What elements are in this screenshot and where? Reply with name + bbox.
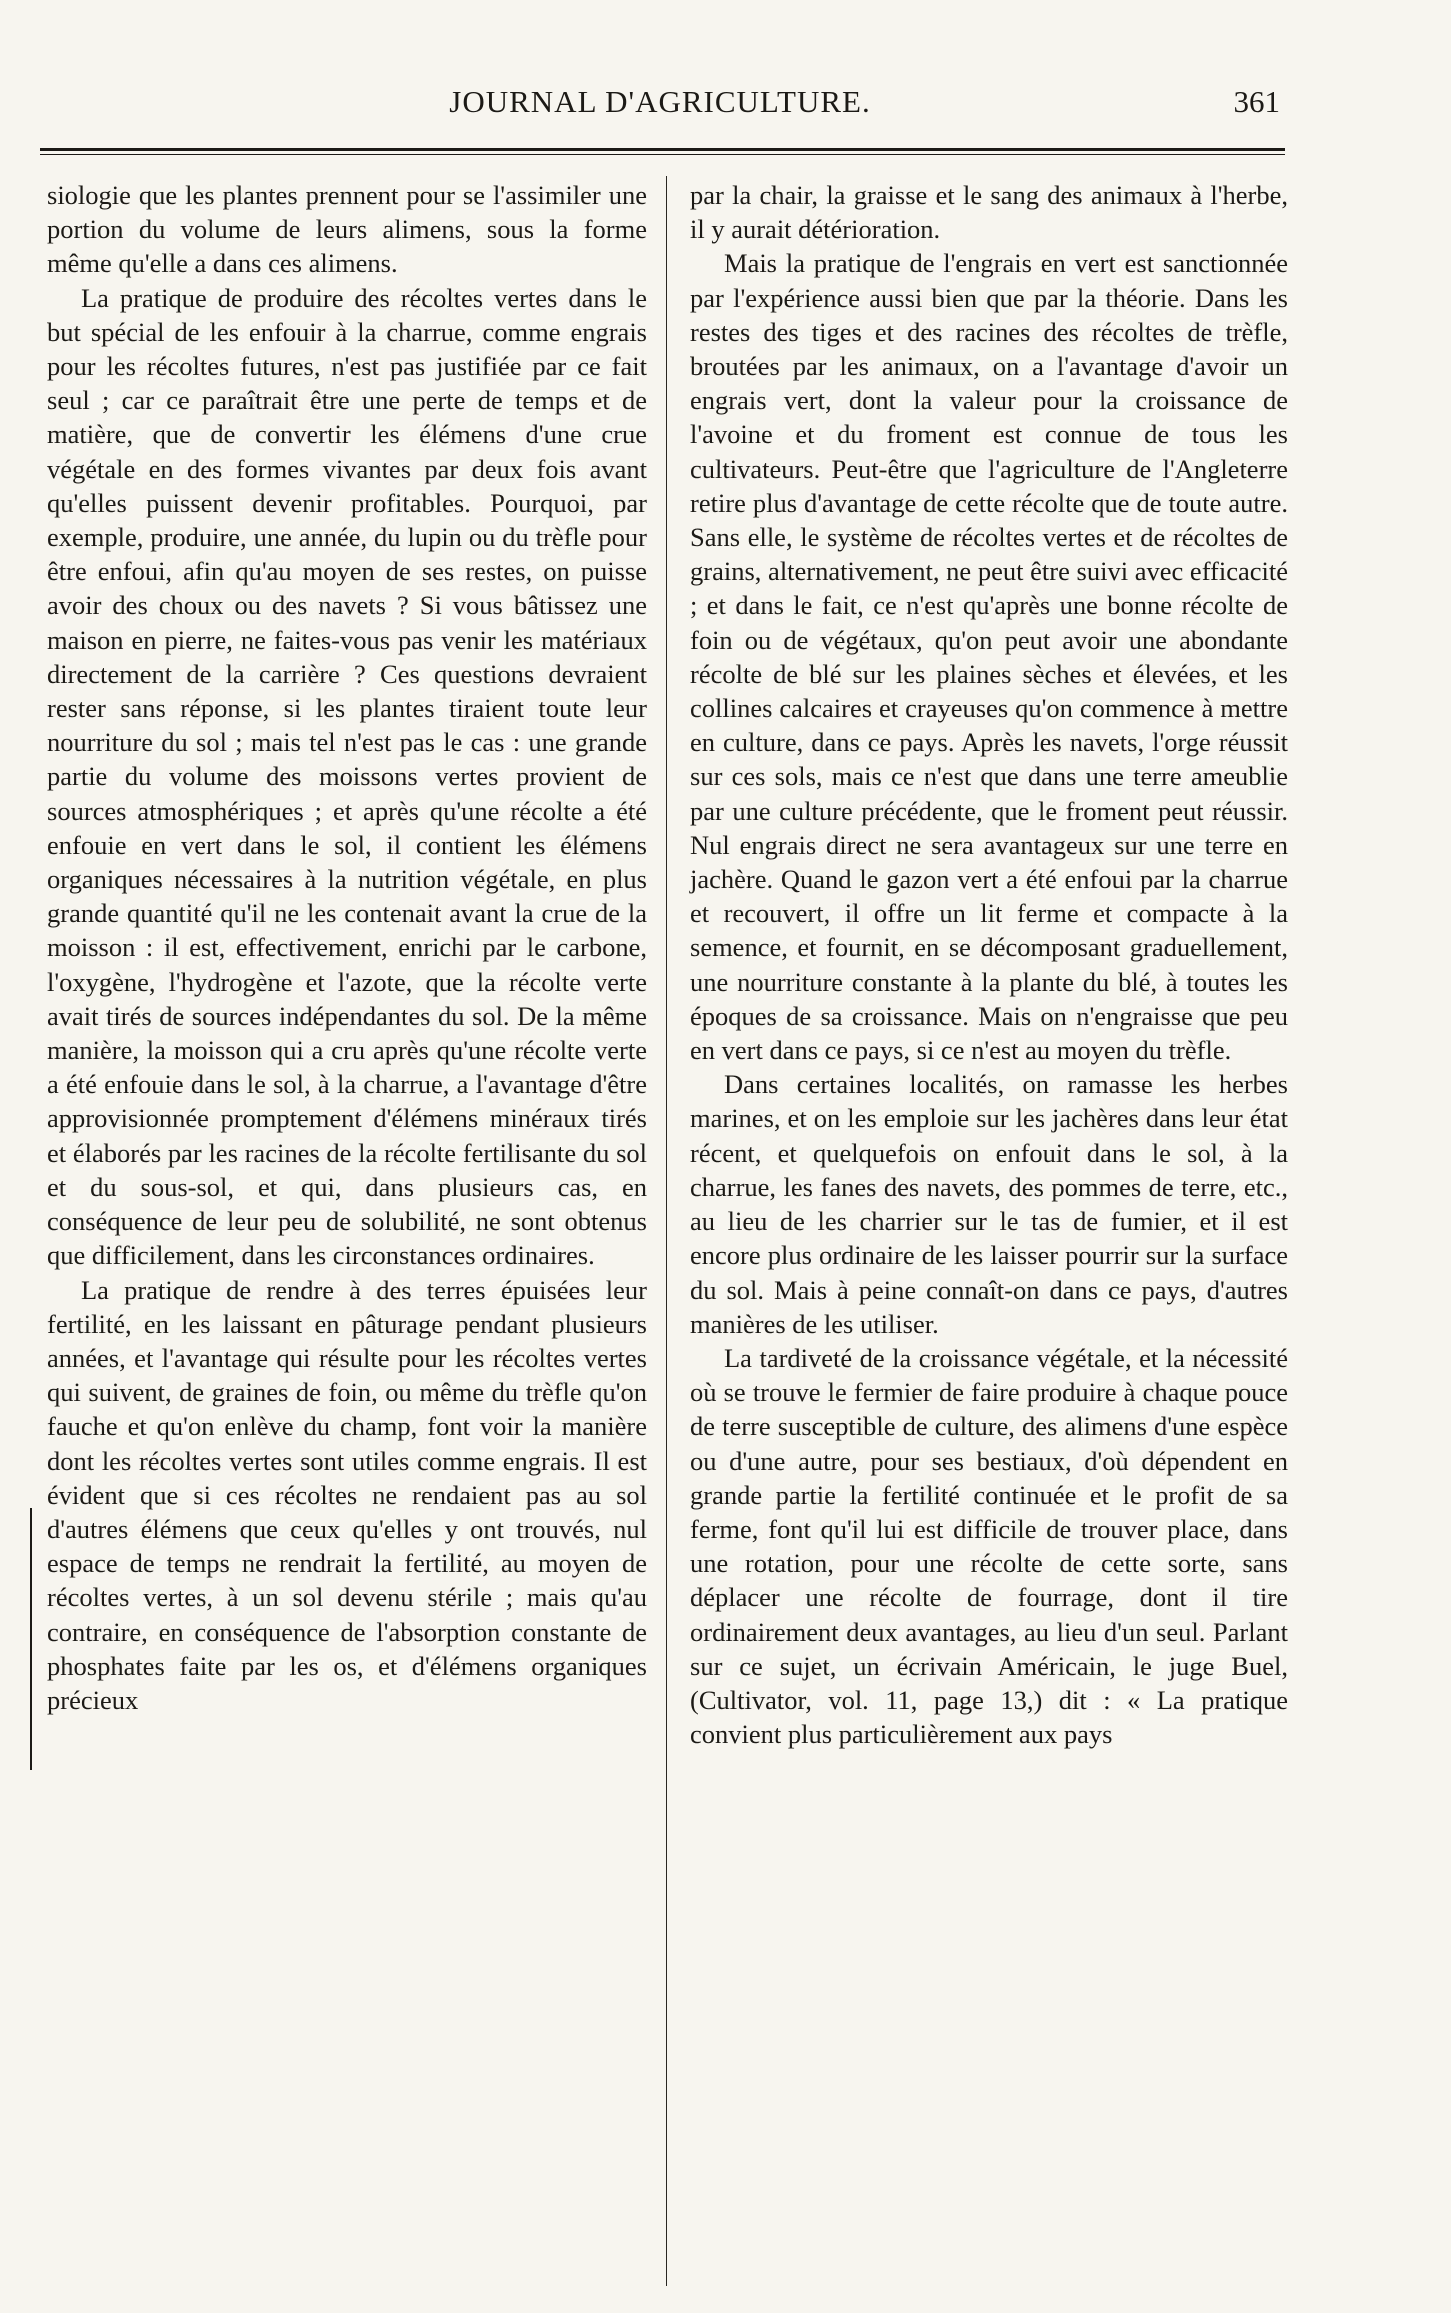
paragraph: La tardiveté de la croissance végétale, et la nécessité où se trouve le fermier de faire produire à chaque pouce de terre susceptible de culture, des alimens d'une espèce ou d'une autre, pour ses bestiaux, d'où dépendent en grande partie la fertilité continuée et le profit de sa ferme, font qu'il lui est difficile de trouver place, dans une rotation, pour une récolte de cette sorte, sans déplacer une récolte de fourrage, dont il tire ordinairement deux avantages, au lieu d'un seul. Parlant sur ce sujet, un écrivain Américain, le juge Buel, (Cultivator, vol. 11, page 13,) dit : « La pratique convient plus particulièrement aux pays — [690, 1342, 1288, 1750]
page-header — [40, 84, 1280, 134]
page-number: 361 — [1233, 84, 1280, 119]
paragraph: par la chair, la graisse et le sang des animaux à l'herbe, il y aurait détérioration. — [690, 180, 1288, 245]
margin-mark — [30, 1508, 32, 1770]
header-rule — [40, 148, 1285, 155]
column-divider — [666, 176, 667, 2286]
paragraph: Dans certaines localités, on ramasse les herbes marines, et on les emploie sur les jachères dans leur état récent, et quelquefois on enfouit dans le sol, à la charrue, les fanes des navets, des pommes de terre, etc., au lieu de les charrier sur le tas de fumier, et il est encore plus ordinaire de les laisser pourrir sur la surface du sol. Mais à peine connaît-on dans ce pays, d'autres manières de les utiliser. — [690, 1069, 1288, 1339]
paragraph: siologie que les plantes prennent pour se l'assimiler une portion du volume de leurs alimens, sous la forme même qu'elle a dans ces alimens. — [47, 180, 647, 279]
right-column — [690, 178, 1288, 1751]
left-column — [47, 178, 647, 1717]
paragraph: La pratique de produire des récoltes vertes dans le but spécial de les enfouir à la charrue, comme engrais pour les récoltes futures, n'est pas justifiée par ce fait seul ; car ce paraîtrait être une perte de temps et de matière, que de convertir les élémens d'une crue végétale en des formes vivantes par deux fois avant qu'elles puissent devenir profitables. Pourquoi, par exemple, produire, une année, du lupin ou du trèfle pour être enfoui, afin qu'au moyen de ses restes, on puisse avoir des choux ou des navets ? Si vous bâtissez une maison en pierre, ne faites-vous pas venir les matériaux directement de la carrière ? Ces questions devraient rester sans réponse, si les plantes tiraient toute leur nourriture du sol ; mais tel n'est pas le cas : une grande partie du volume des moissons vertes provient de sources atmosphériques ; et après qu'une récolte a été enfouie en vert dans le sol, il contient les élémens organiques nécessaires à la nutrition végétale, en plus grande quantité qu'il ne les contenait avant la crue de la moisson : il est, effectivement, enrichi par le carbone, l'oxygène, l'hydrogène et l'azote, que la récolte verte avait tirés de sources indépendantes du sol. De la même manière, la moisson qui a cru après qu'une récolte verte a été enfouie dans le sol, à la charrue, a l'avantage d'être approvisionnée promptement d'élémens minéraux tirés et élaborés par les racines de la récolte fertilisante du sol et du sous-sol, et qui, dans plusieurs cas, en conséquence de leur peu de solubilité, ne sont obtenus que difficilement, dans les circonstances ordinaires. — [47, 282, 647, 1271]
paragraph: Mais la pratique de l'engrais en vert est sanctionnée par l'expérience aussi bien que par la théorie. Dans les restes des tiges et des racines des récoltes de trèfle, broutées par les animaux, on a l'avantage d'avoir un engrais vert, dont la valeur pour la croissance de l'avoine et du froment est connue de tous les cultivateurs. Peut-être que l'agriculture de l'Angleterre retire plus d'avantage de cette récolte que de toute autre. Sans elle, le système de récoltes vertes et de récoltes de grains, alternativement, ne peut être suivi avec efficacité ; et dans le fait, ce n'est qu'après une bonne récolte de foin ou de végétaux, qu'on peut avoir une abondante récolte de blé sur les plaines sèches et élevées, et les collines calcaires et crayeuses qu'on commence à mettre en culture, dans ce pays. Après les navets, l'orge réussit sur ces sols, mais ce n'est que dans une terre ameublie par une culture précédente, que le froment peut réussir. Nul engrais direct ne sera avantageux sur une terre en jachère. Quand le gazon vert a été enfoui par la charrue et recouvert, il offre un lit ferme et compacte à la semence, et fournit, en se décomposant graduellement, une nourriture constante à la plante du blé, à toutes les époques de sa croissance. Mais on n'engraisse que peu en vert dans ce pays, si ce n'est au moyen du trèfle. — [690, 248, 1288, 1066]
paragraph: La pratique de rendre à des terres épuisées leur fertilité, en les laissant en pâturage pendant plusieurs années, et l'avantage qui résulte pour les récoltes vertes qui suivent, de graines de foin, ou même du trèfle qu'on fauche et qu'on enlève du champ, font voir la manière dont les récoltes vertes sont utiles comme engrais. Il est évident que si ces récoltes ne rendaient pas au sol d'autres élémens que ceux qu'elles y ont trouvés, nul espace de temps ne rendrait la fertilité, au moyen de récoltes vertes, à un sol devenu stérile ; mais qu'au contraire, en conséquence de l'absorption constante de phosphates faite par les os, et d'élémens organiques précieux — [47, 1274, 647, 1715]
running-title: JOURNAL D'AGRICULTURE. — [449, 84, 871, 119]
